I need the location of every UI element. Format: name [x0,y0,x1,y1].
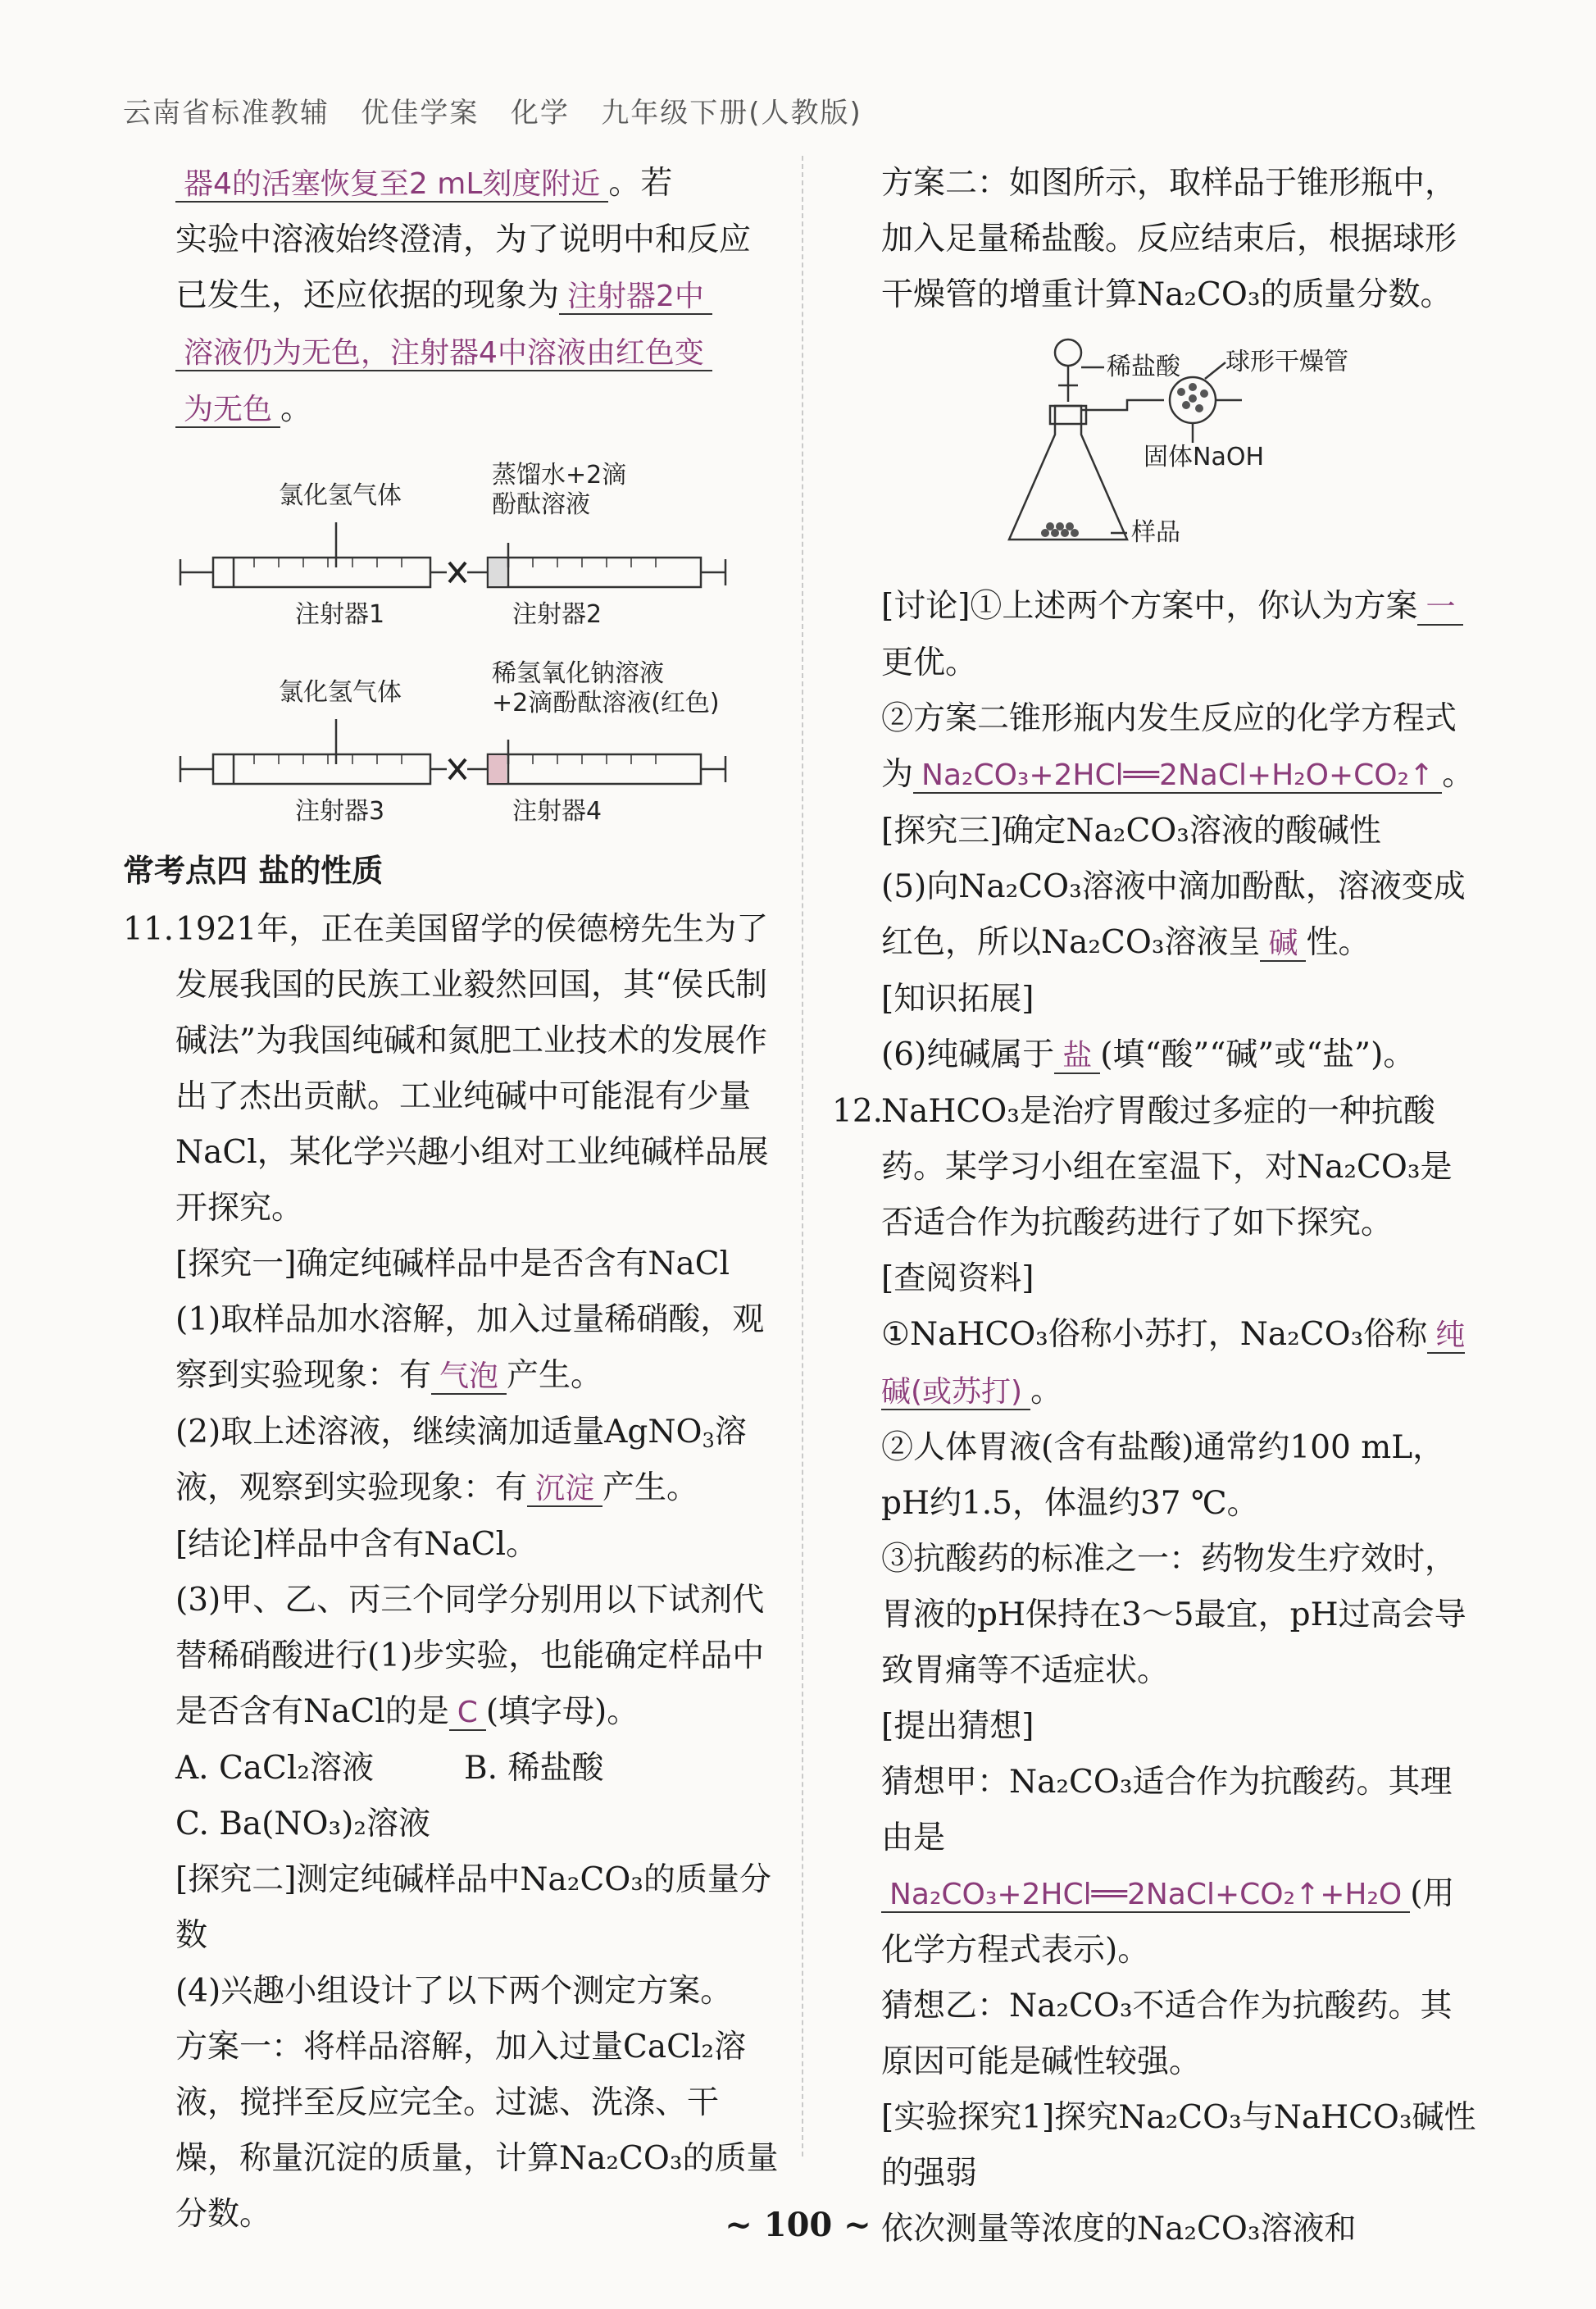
label-syringe-2: 注射器2 [512,600,602,629]
label-sample: 样品 [1131,518,1180,547]
answer-blank: 气泡 [431,1359,507,1395]
label-drying-tube: 球形干燥管 [1225,348,1348,376]
question-11 [123,902,779,1236]
column-divider [802,156,803,2156]
answer-blank: 注射器2中 [559,280,712,315]
syringe-figure [123,444,779,830]
syringe-diagram [123,444,779,830]
section-heading: 常考点四 盐的性质 [123,853,384,889]
label-syringe-4: 注射器4 [512,797,602,826]
plan-2: 方案二：如图所示，取样品于锥形瓶中，加入足量稀盐酸。反应结束后，根据球形干燥管的增重计算Na₂CO₃的质量分数。 [881,165,1457,313]
answer-blank: 碱 [1260,927,1306,962]
cont-line-5: 为无色 。 [123,381,779,438]
label-dilute-hcl: 稀盐酸 [1107,353,1180,381]
answer-blank: 一 [1417,590,1463,626]
part-2: (2)取上述溶液，继续滴加适量AgNO$_3$溶液，观察到实验现象：有 沉淀 产生。 [175,1414,747,1506]
question-12-stem: NaHCO₃是治疗胃酸过多症的一种抗酸药。某学习小组在室温下，对Na₂CO₃是否适合作为抗酸药进行了如下探究。 [881,1093,1453,1241]
cont-line-3: 已发生，还应依据的现象为 注射器2中 [123,268,779,325]
explore-3: [探究三]确定Na₂CO₃溶液的酸碱性 [881,813,1381,849]
plan-1: 方案一：将样品溶解，加入过量CaCl₂溶液，搅拌至反应完全。过滤、洗涤、干燥，称量沉淀的质量，计算Na₂CO₃的质量分数。 [175,2029,779,2233]
answer-blank: 为无色 [175,393,280,428]
discuss-1: [讨论]①上述两个方案中，你认为方案 一更优。 [881,579,1484,691]
hypothesis: [提出猜想] [881,1708,1034,1745]
answer-blank: 器4的活塞恢复至2 mL刻度附近 [175,167,608,203]
answer-blank: 溶液仍为无色，注射器4中溶液由红色变 [175,336,712,371]
cont-line-4 [123,325,779,381]
right-column [832,156,1484,2257]
discuss-2: ②方案二锥形瓶内发生反应的化学方程式为 Na₂CO₃+2HCl══2NaCl+H₂O+CO₂↑ 。 [881,700,1475,793]
page-number: ~ 100 ~ [725,2206,871,2244]
reference-1: ①NaHCO₃俗称小苏打，Na₂CO₃俗称 纯碱(或苏打) 。 [881,1316,1466,1410]
question-number: 11. [123,911,175,948]
answer-blank: Na₂CO₃+2HCl══2NaCl+CO₂↑+H₂O [881,1878,1410,1913]
question-12 [832,1084,1484,1251]
hypothesis-a: 猜想甲：Na₂CO₃适合作为抗酸药。其理由是Na₂CO₃+2HCl══2NaCl+CO₂↑+H₂O (用化学方程式表示)。 [881,1764,1455,1969]
conclusion: [结论]样品中含有NaCl。 [175,1526,539,1563]
label-water-phenolphthalein: 蒸馏水+2滴 酚酞溶液 [492,461,627,519]
label-hcl-gas-2: 氯化氢气体 [279,678,402,707]
part-5: (5)向Na₂CO₃溶液中滴加酚酞，溶液变成红色，所以Na₂CO₃溶液呈 碱 性。 [881,868,1466,961]
knowledge-extension: [知识拓展] [881,981,1034,1018]
left-column [123,156,779,2243]
label-syringe-3: 注射器3 [295,797,385,826]
hypothesis-b: 猜想乙：Na₂CO₃不适合作为抗酸药。其原因可能是碱性较强。 [881,1988,1453,2080]
option-b: B. 稀盐酸 [464,1750,604,1787]
part-3: (3)甲、乙、丙三个同学分别用以下试剂代替稀硝酸进行(1)步实验，也能确定样品中是否含有NaCl的是 C (填字母)。 [175,1582,765,1730]
cont-line-1: 器4的活塞恢复至2 mL刻度附近 。若 [123,156,779,212]
experiment-1: [实验探究1]探究Na₂CO₃与NaHCO₃碱性的强弱 [881,2099,1476,2192]
option-a: A. CaCl₂溶液 [175,1750,374,1787]
flask-figure [881,328,1484,574]
answer-blank: Na₂CO₃+2HCl══2NaCl+H₂O+CO₂↑ [913,758,1442,794]
reference: [查阅资料] [881,1260,1034,1297]
answer-blank: 盐 [1054,1039,1100,1074]
part-1: (1)取样品加水溶解，加入过量稀硝酸，观察到实验现象：有 气泡 产生。 [175,1301,765,1394]
question-number: 12. [832,1093,884,1130]
label-syringe-1: 注射器1 [295,600,385,629]
answer-blank: 纯碱(或苏打) [881,1318,1466,1409]
answer-blank: C [449,1696,486,1731]
options-ab [123,1741,779,1797]
part-4: (4)兴趣小组设计了以下两个测定方案。 [175,1973,733,2010]
cont-line-2: 实验中溶液始终澄清，为了说明中和反应 [175,221,752,258]
explore-1: [探究一]确定纯碱样品中是否含有NaCl [175,1246,730,1282]
option-c: C. Ba(NO₃)₂溶液 [175,1806,430,1842]
answer-blank: 沉淀 [527,1472,602,1507]
part-6: (6)纯碱属于 盐 (填“酸”“碱”或“盐”)。 [881,1036,1416,1073]
label-solid-naoh: 固体NaOH [1144,443,1264,471]
question-11-stem: 1921年，正在美国留学的侯德榜先生为了发展我国的民族工业毅然回国，其“侯氏制碱法”为我国纯碱和氮肥工业技术的发展作出了杰出贡献。工业纯碱中可能混有少量NaCl，某化学兴趣小组对工业纯碱样品展开探究。 [175,911,769,1227]
label-hcl-gas-1: 氯化氢气体 [279,481,402,510]
experiment-1-text: 依次测量等浓度的Na₂CO₃溶液和 [881,2211,1357,2248]
explore-2: [探究二]测定纯碱样品中Na₂CO₃的质量分数 [175,1861,771,1954]
reference-3: ③抗酸药的标准之一：药物发生疗效时，胃液的pH保持在3～5最宜，pH过高会导致胃痛等不适症状。 [881,1541,1466,1689]
running-header: 云南省标准教辅 优佳学案 化学 九年级下册(人教版) [123,97,862,130]
label-naoh-solution: 稀氢氧化钠溶液 +2滴酚酞溶液(红色) [492,659,720,717]
reference-2: ②人体胃液(含有盐酸)通常约100 mL，pH约1.5，体温约37 ℃。 [881,1429,1445,1522]
